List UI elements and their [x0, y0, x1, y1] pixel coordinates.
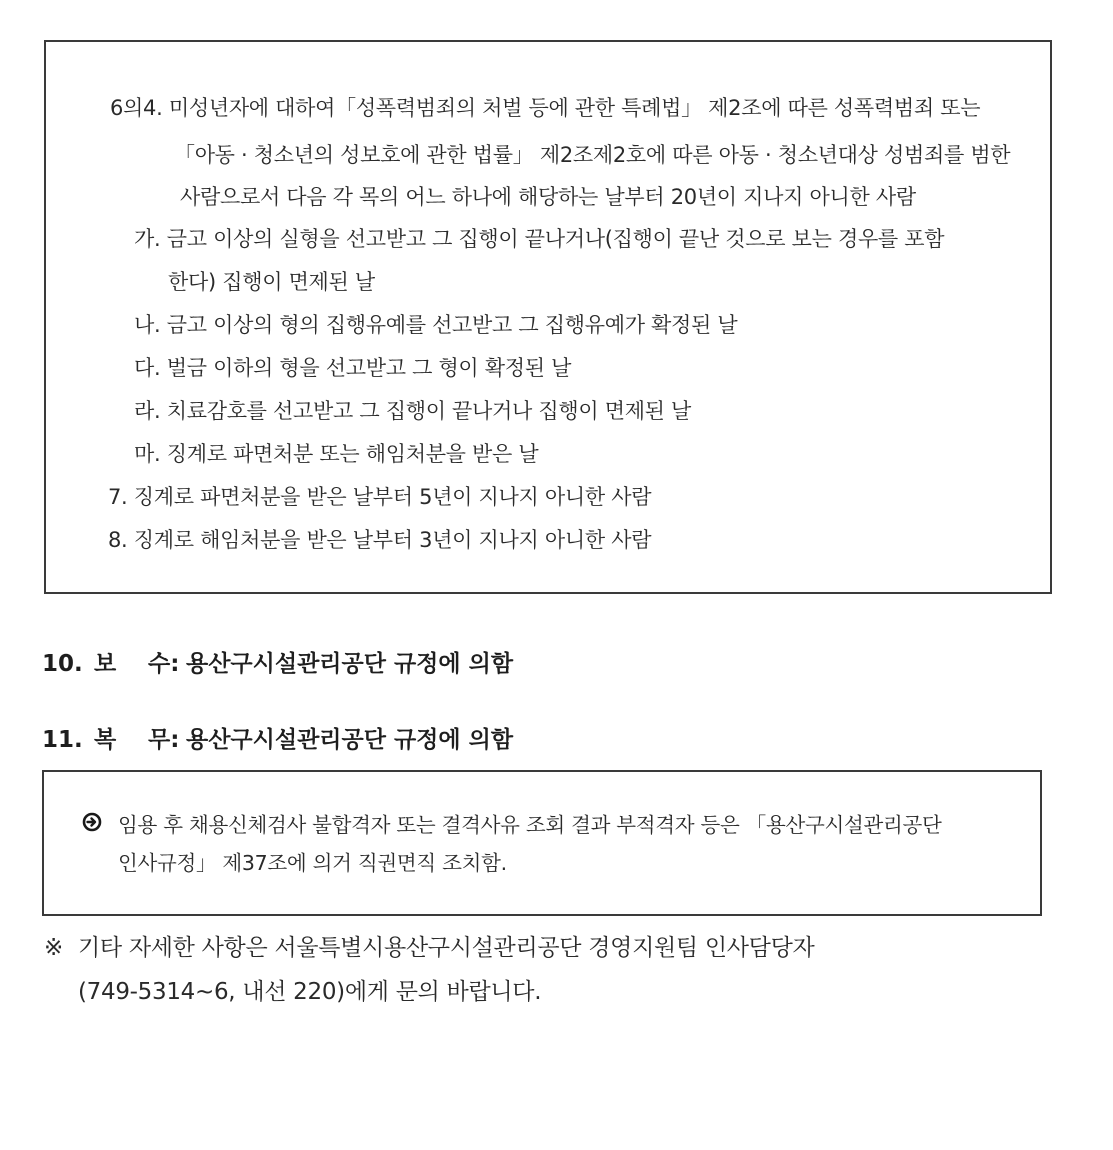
item-8: 8. 징계로 해임처분을 받은 날부터 3년이 지나지 아니한 사람 [108, 528, 652, 552]
item-6-4-line1: 6의4. 미성년자에 대하여「성폭력범죄의 처벌 등에 관한 특례법」 제2조에 따른 성폭력범죄 또는 [110, 96, 981, 120]
notice-line2: 인사규정」 제37조에 의거 직권면직 조치함. [118, 851, 507, 875]
notice-box [42, 770, 1042, 916]
section-10-salary [42, 648, 513, 680]
reference-mark: ※ [44, 935, 64, 961]
item-6-4-line2: 「아동 · 청소년의 성보호에 관한 법률」 제2조제2호에 따른 아동 · 청소년대상 성범죄를 범한 [174, 143, 1011, 167]
arrow-right-circle-icon [82, 812, 104, 834]
section-11-label-b: 무: [148, 727, 180, 753]
notice-line1: 임용 후 채용신체검사 불합격자 또는 결격사유 조회 결과 부적격자 등은 「용산구시설관리공단 [118, 813, 942, 837]
sub-item-ga-line2: 한다) 집행이 면제된 날 [168, 270, 375, 294]
section-11-text: 용산구시설관리공단 규정에 의함 [186, 727, 514, 753]
footer-note-line2: (749-5314~6, 내선 220)에게 문의 바랍니다. [78, 979, 542, 1005]
sub-item-ra: 라. 치료감호를 선고받고 그 집행이 끝나거나 집행이 면제된 날 [134, 399, 692, 423]
footer-note-line1: 기타 자세한 사항은 서울특별시용산구시설관리공단 경영지원팀 인사담당자 [78, 935, 815, 961]
section-10-label-b: 수: [148, 651, 180, 677]
sub-item-da: 다. 벌금 이하의 형을 선고받고 그 형이 확정된 날 [134, 356, 572, 380]
sub-item-ga-line1: 가. 금고 이상의 실형을 선고받고 그 집행이 끝나거나(집행이 끝난 것으로 보는 경우를 포함 [134, 227, 945, 251]
sub-item-na: 나. 금고 이상의 형의 집행유예를 선고받고 그 집행유예가 확정된 날 [134, 313, 738, 337]
section-11-duty [42, 724, 513, 756]
item-7: 7. 징계로 파면처분을 받은 날부터 5년이 지나지 아니한 사람 [108, 485, 652, 509]
section-11-label-a: 복 [94, 727, 117, 753]
section-10-number: 10. [42, 651, 83, 677]
section-10-label-a: 보 [94, 651, 117, 677]
sub-item-ma: 마. 징계로 파면처분 또는 해임처분을 받은 날 [134, 442, 539, 466]
section-10-text: 용산구시설관리공단 규정에 의함 [186, 651, 514, 677]
item-6-4-line3: 사람으로서 다음 각 목의 어느 하나에 해당하는 날부터 20년이 지나지 아니한 사람 [180, 185, 916, 209]
section-11-number: 11. [42, 727, 83, 753]
